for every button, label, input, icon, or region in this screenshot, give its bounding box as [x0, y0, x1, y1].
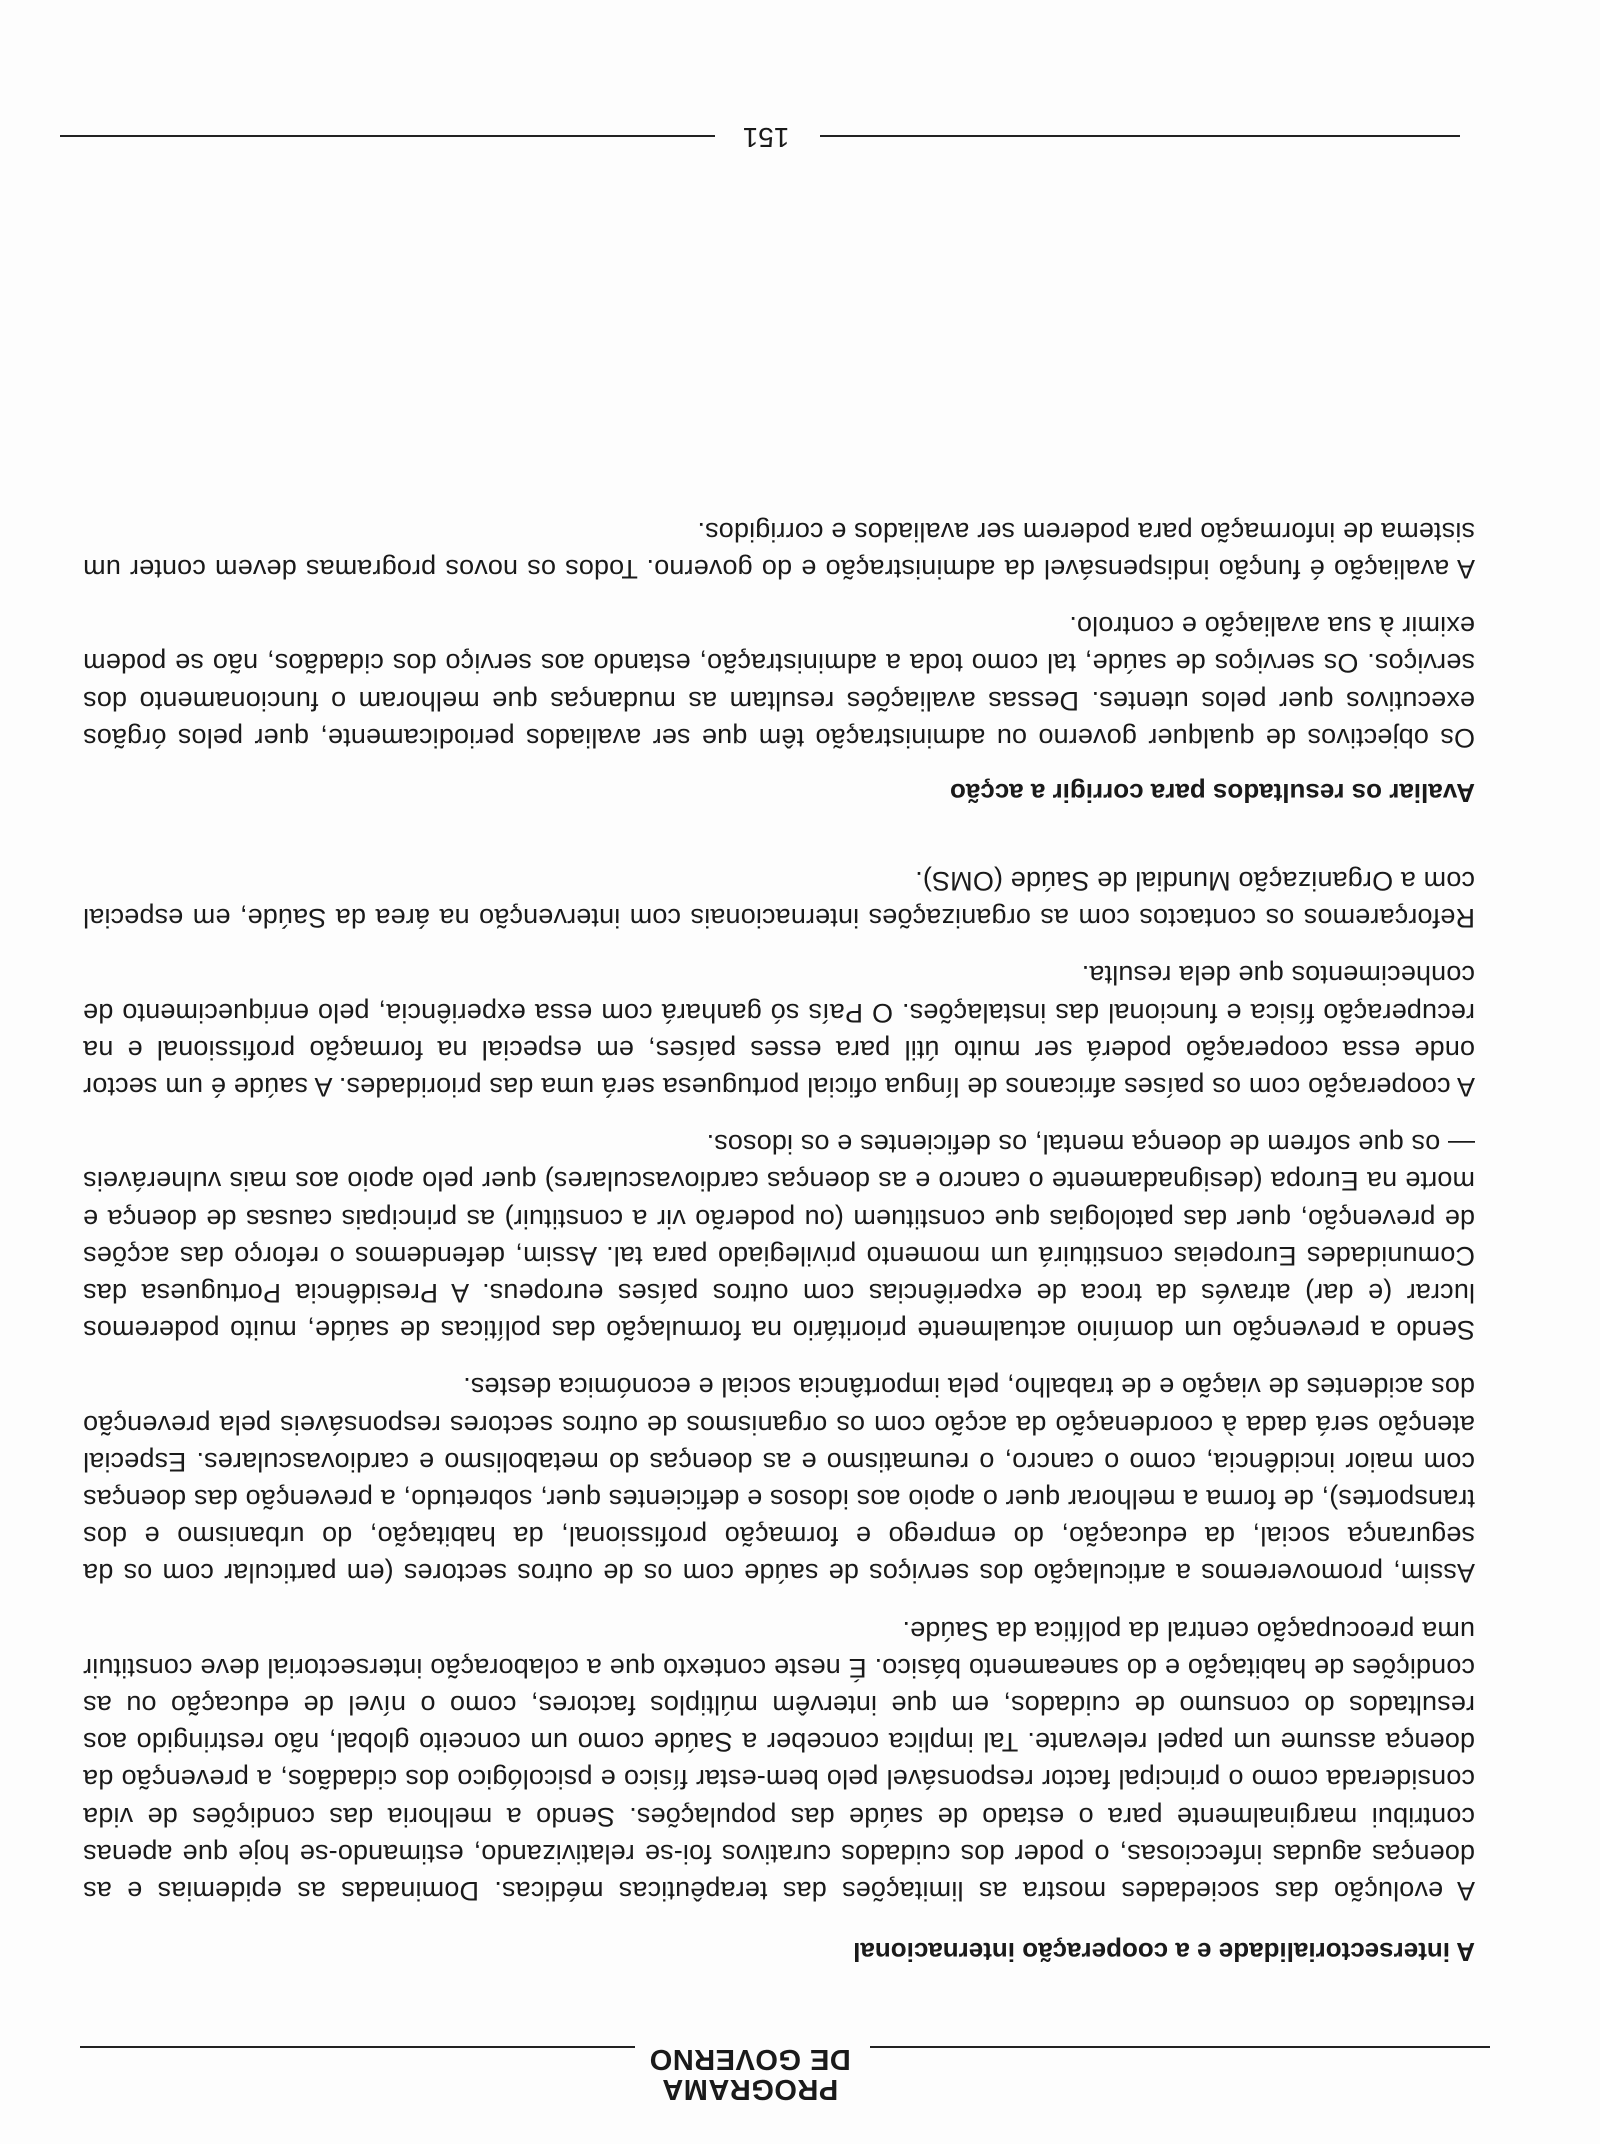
- paragraph: Os objectivos de qualquer governo ou administração têm que ser avaliados periodicamente, quer pelos órgãos executivos quer pelos utentes. Dessas avaliações resultam as mudanças que melhoram o funcionamento dos serviços. Os serviços de saúde, tal como toda a administração, estando aos serviço dos cidadãos, não se podem eximir à sua avaliação e controlo.: [83, 611, 1475, 753]
- section-heading-intersectorialidade: A intersectorialidade e a cooperação internacional: [853, 1937, 1475, 1967]
- paragraph: Assim, promoveremos a articulação dos serviços de saúde com os de outros sectores (em particular com os da segurança social, da educação, do emprego e formação profissional, da habitação, do urbanismo e dos transportes), de forma a melhorar quer o apoio aos idosos e deficientes quer, sobretudo, a prevenção das doenças com maior incidência, como o cancro, o reumatismo e as doenças do metabolismo e cardiovasculares. Especial atenção será dada à coordenação da acção com os organismos de outros sectores responsáveis pela prevenção dos acidentes de viação e de trabalho, pela importância social e económica destes.: [83, 1372, 1475, 1589]
- header-title-line1: PROGRAMA: [661, 2073, 839, 2105]
- footer-rule-right: [60, 135, 715, 137]
- section-heading-avaliar: Avaliar os resultados para corrigir a acção: [949, 777, 1475, 808]
- page-header: [80, 2034, 1490, 2104]
- header-title: [640, 2044, 860, 2104]
- header-rule-left: [870, 2046, 1490, 2048]
- footer-rule-left: [820, 135, 1460, 137]
- header-rule-right: [80, 2046, 635, 2048]
- body-content: [83, 513, 1475, 1970]
- paragraph: A evolução das sociedades mostra as limitações das terapêuticas médicas. Dominadas as epidemias e as doenças agudas infecciosas, o poder dos cuidados curativos foi-se relativizando, estimando-se hoje que apenas contribui marginalmente para o estado de saúde das populações. Sendo a melhoria das condições de vida considerada como o principal factor responsável pelo bem-estar físico e psicológico dos cidadãos, a prevenção da doença assume um papel relevante. Tal implica conceber a Saúde como um conceito global, não restringido aos resultados do consumo de cuidados, em que intervêm múltiplos factores, como o nível de educação ou as condições de habitação e do saneamento básico. É neste contexto que a colaboração intersectorial deve constituir uma preocupação central da política da Saúde.: [83, 1615, 1475, 1906]
- page-footer: [50, 114, 1460, 154]
- paragraph: Sendo a prevenção um domínio actualmente prioritário na formulação das políticas de saúde, muito poderemos lucrar (e dar) através da troca de experiências com outros países europeus. A Presidência Portuguesa das Comunidades Europeias constituirá um momento privilegiado para tal. Assim, defendemos o reforço das acções de prevenção, quer das patologias que constituem (ou poderão vir a constituir) as principais causas de doença e morte na Europa (designadamente o cancro e as doenças cardiovasculares) quer pelo apoio aos mais vulneráveis — os que sofrem de doença mental, os deficientes e os idosos.: [83, 1129, 1475, 1346]
- paragraph: Reforçaremos os contactos com as organizações internacionais com intervenção na área da Saúde, em especial com a Organização Mundial de Saúde (OMS).: [83, 865, 1475, 934]
- header-title-line2: DE GOVERNO: [649, 2043, 851, 2075]
- page-number: 151: [742, 122, 790, 153]
- paragraph: A cooperação com os países africanos de língua oficial portuguesa será uma das prioridades. A saúde é um sector onde essa cooperação poderá ser muito útil para esses países, em especial na formação profissional e na recuperação física e funcional das instalações. O País só ganhará com essa experiência, pelo enriquecimento de conhecimentos que dela resulta.: [83, 960, 1475, 1102]
- paragraph: A avaliação é função indispensável da administração e do governo. Todos os novos programas devem conter um sistema de informação para poderem ser avaliados e corrigidos.: [83, 516, 1475, 584]
